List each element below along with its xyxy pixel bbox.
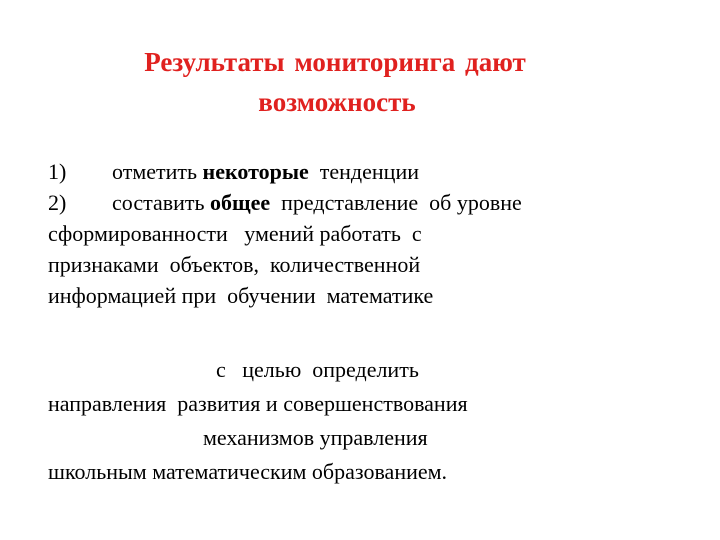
title-line-1: Результаты мониторинга дают	[144, 47, 526, 77]
purpose-line-2: направления развития и совершенствования	[48, 391, 468, 416]
list-item-2-number: 2)	[48, 190, 67, 215]
results-list	[48, 156, 688, 311]
list-item-2-text-post: представление об уровне	[270, 190, 522, 215]
purpose-line-1: с целью определить	[216, 357, 419, 382]
title-line-2: возможность	[258, 87, 416, 117]
list-item-2-continuation-3: информацией при обучении математике	[48, 283, 434, 308]
list-item-1-text-pre: отметить	[112, 159, 203, 184]
list-item-2-continuation-2: признаками объектов, количественной	[48, 252, 421, 277]
list-item-2-text-bold: общее	[210, 190, 271, 215]
list-item-1	[48, 156, 688, 187]
list-item-2	[48, 187, 688, 311]
list-item-1-text-post: тенденции	[308, 159, 419, 184]
purpose-line-3: механизмов управления	[203, 425, 428, 450]
list-item-2-continuation-1: сформированности умений работать с	[48, 221, 422, 246]
slide-title	[0, 42, 670, 122]
list-item-2-text-pre: составить	[112, 190, 211, 215]
purpose-line-4: школьным математическим образованием.	[48, 459, 448, 484]
list-item-1-number: 1)	[48, 159, 67, 184]
list-item-1-text-bold: некоторые	[202, 159, 309, 184]
purpose-paragraph	[48, 353, 608, 489]
